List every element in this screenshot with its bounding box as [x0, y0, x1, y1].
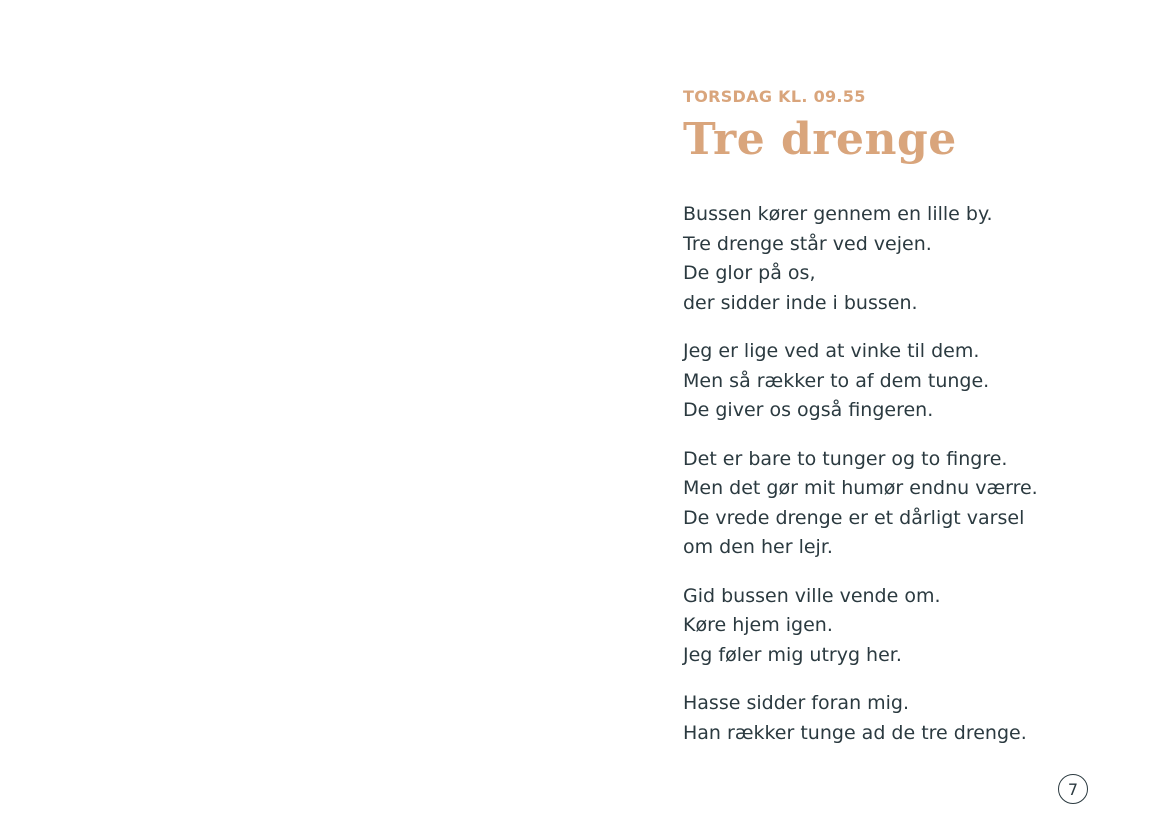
poem-line: Gid bussen ville vende om.	[683, 584, 941, 607]
poem-line: Hasse sidder foran mig.	[683, 692, 910, 714]
poem-line: der sidder inde i bussen.	[683, 291, 918, 314]
stanza	[683, 200, 1123, 318]
chapter-title: Tre drenge	[683, 114, 957, 165]
stanza	[683, 689, 1123, 748]
poem-line: Bussen kører gennem en lille by.	[683, 203, 993, 225]
poem-line: De giver os også fingeren.	[683, 399, 934, 421]
chapter-time-label: TORSDAG KL. 09.55	[683, 87, 866, 106]
poem-line: De glor på os,	[683, 262, 816, 284]
poem-line: Tre drenge står ved vejen.	[683, 232, 932, 255]
poem-line: Men det gør mit humør endnu værre.	[683, 477, 1038, 499]
page-number: 7	[1067, 779, 1079, 799]
poem-line: De vrede drenge er et dårligt varsel	[683, 506, 1025, 529]
poem-line: Men så rækker to af dem tunge.	[683, 369, 990, 392]
stanza	[683, 445, 1123, 563]
poem-line: Køre hjem igen.	[683, 614, 833, 636]
page-number-badge	[1058, 774, 1088, 804]
poem-body	[683, 200, 1123, 748]
poem-line: om den her lejr.	[683, 536, 833, 558]
poem-line: Det er bare to tunger og to fingre.	[683, 447, 1008, 470]
poem-line: Han rækker tunge ad de tre drenge.	[683, 721, 1027, 744]
stanza	[683, 582, 1123, 671]
poem-line: Jeg føler mig utryg her.	[683, 643, 902, 666]
chapter-content	[683, 86, 1123, 767]
stanza	[683, 337, 1123, 426]
poem-line: Jeg er lige ved at vinke til dem.	[683, 340, 980, 362]
